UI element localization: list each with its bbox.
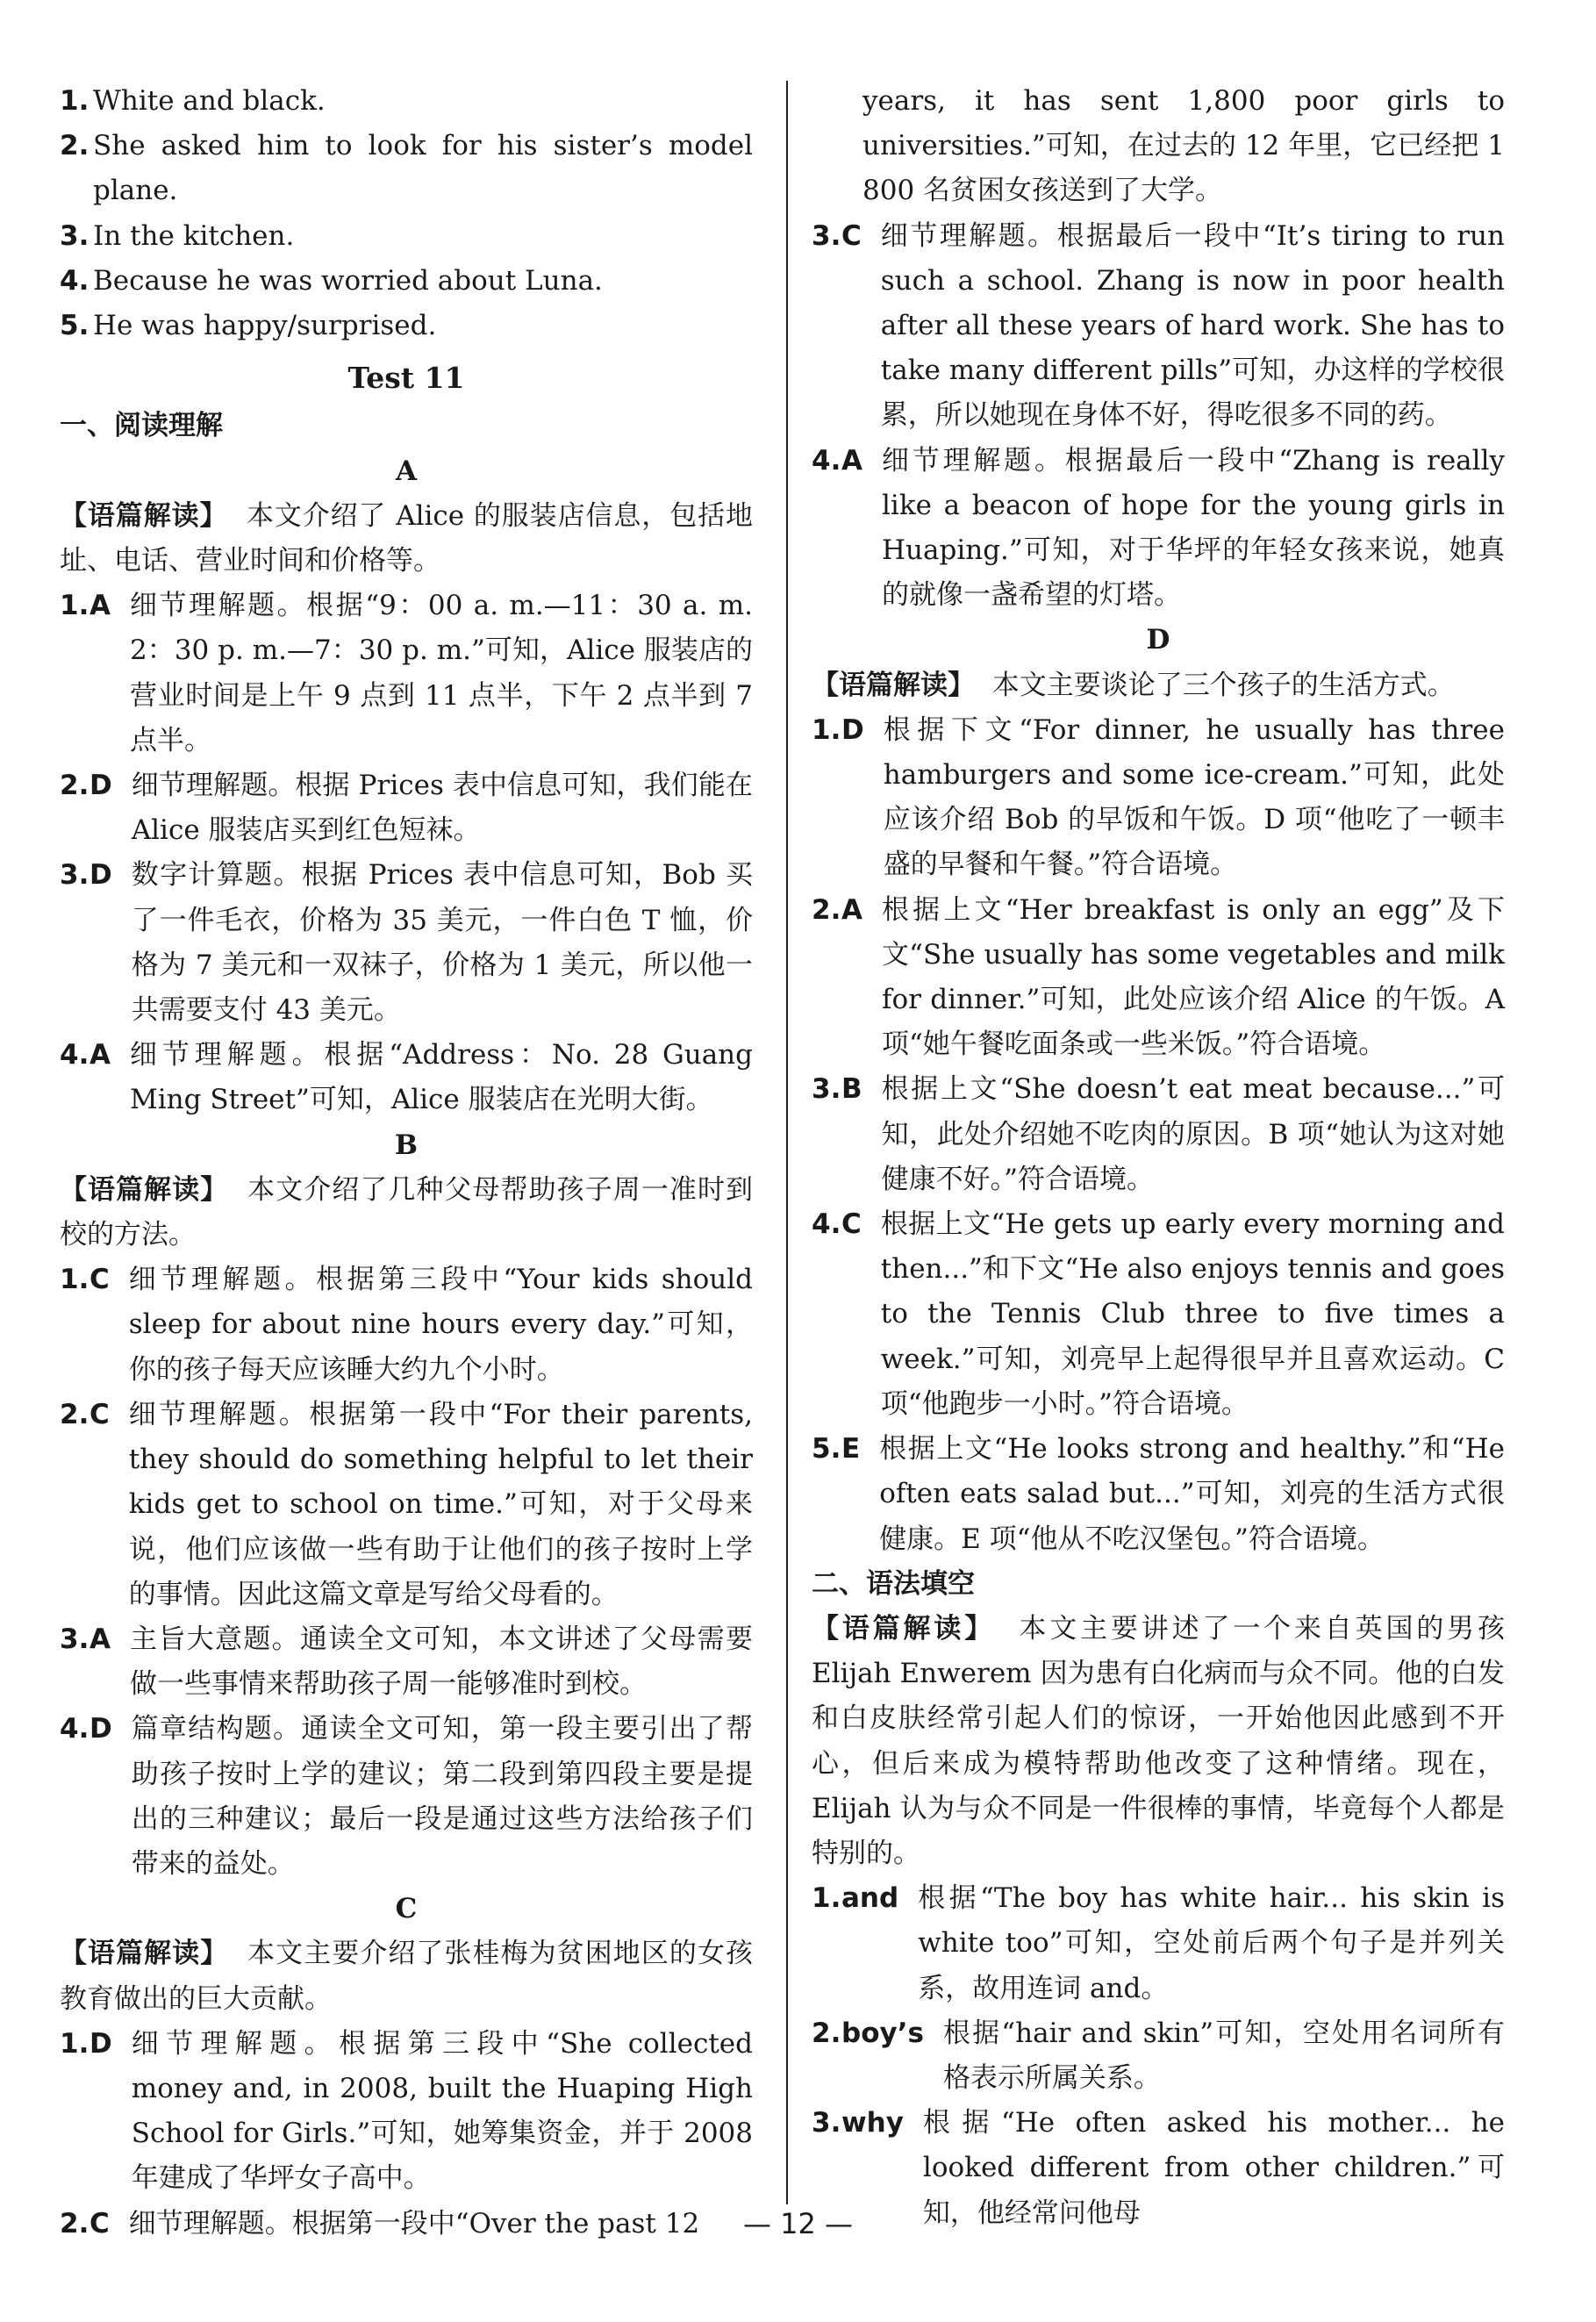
question-item: 1. C 细节理解题。根据第三段中“Your kids should sleep for about nine hours every day.”可知，你的孩子每天应该睡大约九个小时。 (60, 1258, 753, 1393)
answer-line: 4. Because he was worried about Luna. (60, 264, 603, 297)
answer-word: boy’s (841, 2017, 924, 2049)
question-item: 4. D 篇章结构题。通读全文可知，第一段主要引出了帮助孩子按时上学的建议；第二段到第四段主要是提出的三种建议；最后一段是通过这些方法给孩子们带来的益处。 (60, 1707, 753, 1887)
answer-letter: E (841, 1433, 861, 1466)
answer-letter: C (89, 1264, 110, 1296)
question-item: 1. D 细节理解题。根据第三段中“She collected money and, in 2008, built the Huaping High School for Girls.”可知，她筹集资金，并于 2008 年建成了华坪女子高中。 (60, 2022, 753, 2202)
answer-line: 5. He was happy/surprised. (60, 310, 437, 342)
question-item: 3. C 细节理解题。根据最后一段中“It’s tiring to run such a school. Zhang is now in poor health after all these years of hard work. She has to take many different pills”可知，办这样的学校很累，所以她现在身体不好，得吃很多不同的药。 (812, 214, 1505, 439)
question-item: 2. boy’s 根据“hair and skin”可知，空处用名词所有格表示所属关系。 (812, 2011, 1505, 2101)
question-item: 5. E 根据上文“He looks strong and healthy.”和“He often eats salad but...”可知，刘亮的生活方式很健康。E 项“他从不吃汉堡包。”符合语境。 (812, 1427, 1505, 1562)
question-item: 4. A 细节理解题。根据“Address：No. 28 Guang Ming Street”可知，Alice 服装店在光明大街。 (60, 1033, 753, 1122)
question-item: 2. C 细节理解题。根据第一段中“Over the past 12 (60, 2202, 753, 2247)
answer-letter: C (841, 1208, 862, 1241)
answer-letter: D (841, 713, 864, 746)
right-column (812, 79, 1505, 2236)
part-a-heading: A (395, 455, 418, 487)
answer-line: 1. White and black. (60, 85, 326, 117)
question-item: 4. A 细节理解题。根据最后一段中“Zhang is really like a beacon of hope for the young girls in Huaping.”可知，对于华坪的年轻女孩来说，她真的就像一盏希望的灯塔。 (812, 439, 1505, 619)
answer-line: 3. In the kitchen. (60, 219, 295, 252)
section-grammar-title: 二、语法填空 (812, 1567, 975, 1600)
answer-letter: D (89, 1713, 112, 1745)
question-item: 3. A 主旨大意题。通读全文可知，本文讲述了父母需要做一些事情来帮助孩子周一能够准时到校。 (60, 1617, 753, 1707)
question-item: 3. B 根据上文“She doesn’t eat meat because...”可知，此处介绍她不吃肉的原因。B 项“她认为这对她健康不好。”符合语境。 (812, 1067, 1505, 1202)
answer-letter: A (89, 1623, 111, 1655)
answer-word: why (841, 2107, 904, 2139)
top-answers (60, 79, 753, 348)
passage-tag: 【语篇解读】 (60, 1173, 229, 1206)
left-column (60, 79, 753, 2247)
test-title: Test 11 (347, 361, 465, 396)
answer-letter: C (841, 219, 862, 252)
question-item: 2. D 细节理解题。根据 Prices 表中信息可知，我们能在 Alice 服装店买到红色短袜。 (60, 763, 753, 853)
question-item: 3. why 根据“He often asked his mother... he looked different from other children.”可知，他经常问他母 (812, 2101, 1505, 2236)
question-item: 1. A 细节理解题。根据“9：00 a. m.—11：30 a. m. 2：30 p. m.—7：30 p. m.”可知，Alice 服装店的营业时间是上午 9 点到 11 点半，下午 2 点半到 7 点半。 (60, 584, 753, 763)
passage-tag: 【语篇解读】 (60, 1938, 229, 1970)
answer-letter: C (89, 2207, 110, 2240)
answer-letter: A (841, 444, 862, 477)
answer-letter: D (89, 2027, 112, 2060)
part-b-summary: 【语篇解读】 本文介绍了几种父母帮助孩子周一准时到校的方法。 (60, 1173, 753, 1251)
part-b-heading: B (394, 1129, 419, 1161)
question-item: 1. and 根据“The boy has white hair... his skin is white too”可知，空处前后两个句子是并列关系，故用连词 and。 (812, 1876, 1505, 2011)
part-d-summary: 【语篇解读】 本文主要谈论了三个孩子的生活方式。 (812, 669, 1455, 701)
section-reading-title: 一、阅读理解 (60, 410, 223, 442)
passage-tag: 【语篇解读】 (60, 499, 228, 532)
passage-tag: 【语篇解读】 (812, 669, 975, 701)
answer-letter: D (89, 859, 112, 892)
question-item: 2. C 细节理解题。根据第一段中“For their parents, they should do something helpful to let their kids get to school on time.”可知，对于父母来说，他们应该做一些有助于让他们的孩子按时上学的事情。因此这篇文章是写给父母看的。 (60, 1393, 753, 1617)
answer-letter: A (89, 1039, 111, 1071)
answer-letter: A (89, 590, 111, 622)
grammar-summary: 【语篇解读】 本文主要讲述了一个来自英国的男孩 Elijah Enwerem 因为患有白化病而与众不同。他的白发和白皮肤经常引起人们的惊讶，一开始他因此感到不开心，但后来成为模特帮助他改变了这种情绪。现在，Elijah 认为与众不同是一件很棒的事情，毕竟每个人都是特别的。 (812, 1612, 1505, 1869)
column-divider (786, 81, 788, 2204)
question-item: 1. D 根据下文“For dinner, he usually has three hamburgers and some ice-cream.”可知，此处应该介绍 Bob 的早饭和午饭。D 项“他吃了一顿丰盛的早餐和午餐。”符合语境。 (812, 708, 1505, 888)
part-c-summary: 【语篇解读】 本文主要介绍了张桂梅为贫困地区的女孩教育做出的巨大贡献。 (60, 1938, 753, 2015)
question-item: 2. A 根据上文“Her breakfast is only an egg”及下文“She usually has some vegetables and milk for dinner.”可知，此处应该介绍 Alice 的午饭。A 项“她午餐吃面条或一些米饭。”符合语境。 (812, 888, 1505, 1068)
continued-explanation: years, it has sent 1,800 poor girls to universities.”可知，在过去的 12 年里，它已经把 1 800 名贫困女孩送到了大学。 (862, 85, 1505, 207)
answer-letter: C (89, 1398, 110, 1430)
part-d-heading: D (1146, 624, 1170, 656)
question-item: 4. C 根据上文“He gets up early every morning and then...”和下文“He also enjoys tennis and goes to the Tennis Club three to five times a week.”可知，刘亮早上起得很早并且喜欢运动。C 项“他跑步一小时。”符合语境。 (812, 1202, 1505, 1427)
part-a-summary: 【语篇解读】 本文介绍了 Alice 的服装店信息，包括地址、电话、营业时间和价格等。 (60, 499, 753, 577)
answer-line: 2. She asked him to look for his sister’s model plane. (60, 130, 753, 207)
page-number: — 12 — (742, 2207, 854, 2240)
answer-letter: B (841, 1073, 862, 1106)
question-item: 3. D 数字计算题。根据 Prices 表中信息可知，Bob 买了一件毛衣，价格为 35 美元，一件白色 T 恤，价格为 7 美元和一双袜子，价格为 1 美元，所以他一共需要支付 43 美元。 (60, 853, 753, 1033)
answer-letter: D (89, 770, 112, 802)
answer-letter: A (841, 893, 862, 926)
answer-word: and (841, 1882, 899, 1915)
part-c-heading: C (395, 1893, 418, 1925)
passage-tag: 【语篇解读】 (812, 1612, 996, 1645)
